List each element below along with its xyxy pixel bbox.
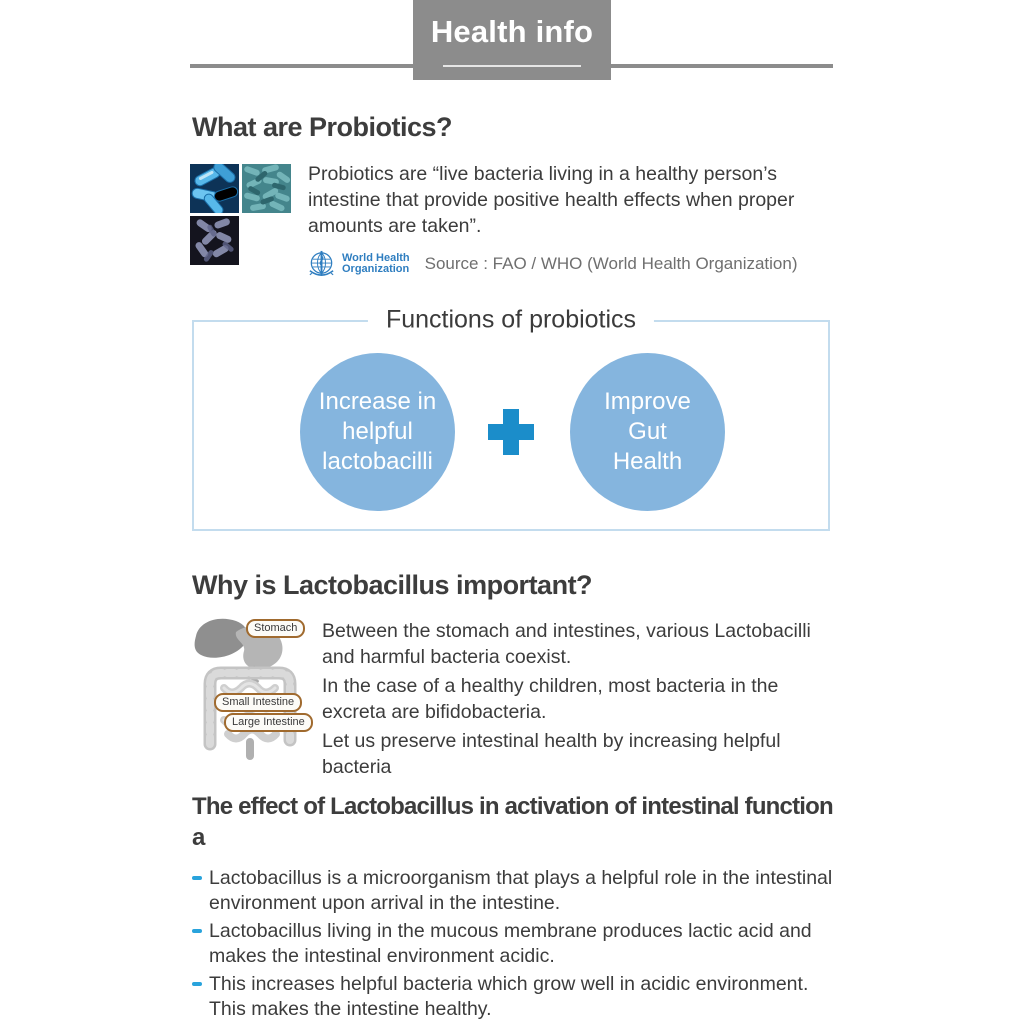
- circle-text-line: Health: [612, 448, 683, 475]
- bullet-item: [192, 972, 836, 1022]
- who-wordmark: [342, 253, 410, 275]
- section-heading-why-lactobacillus: Why is Lactobacillus important?: [192, 570, 593, 600]
- bullet-dash-icon: [192, 929, 202, 933]
- increase-lactobacilli-circle: [300, 353, 455, 511]
- probiotics-definition-paragraph: Probiotics are “live bacteria living in a healthy person’s intestine that provide positive health effects when proper amounts are taken”.: [308, 163, 795, 237]
- circle-text-line: helpful: [342, 418, 413, 445]
- source-attribution-text: Source : FAO / WHO (World Health Organization): [424, 254, 798, 273]
- teal-bacteria-micrograph: [242, 164, 291, 213]
- gut-label-stomach: Stomach: [246, 619, 305, 638]
- why-paragraph-2: In the case of a healthy children, most bacteria in the excreta are bifidobacteria.: [322, 675, 779, 723]
- bullet-text: This increases helpful bacteria which grow well in acidic environment. This makes the intestine healthy.: [209, 973, 809, 1020]
- section-heading-what-are-probiotics: What are Probiotics?: [192, 112, 453, 142]
- effect-bullet-list: [192, 866, 836, 1024]
- improve-gut-health-circle: [570, 353, 725, 511]
- gut-label-small-intestine: Small Intestine: [214, 693, 302, 712]
- circle-text-line: Improve: [604, 388, 691, 415]
- header-title-underline: [443, 65, 581, 67]
- violet-bacteria-micrograph: [190, 216, 239, 265]
- circle-text-line: lactobacilli: [322, 448, 433, 475]
- bullet-dash-icon: [192, 876, 202, 880]
- section-heading-effect-of-lactobacillus: The effect of Lactobacillus in activation of intestinal function a: [192, 793, 833, 851]
- circle-text-line: Gut: [628, 418, 667, 445]
- bullet-dash-icon: [192, 982, 202, 986]
- why-lactobacillus-paragraphs: [322, 618, 838, 783]
- digestive-system-illustration: [186, 612, 314, 760]
- functions-box-title: Functions of probiotics: [368, 306, 654, 335]
- why-paragraph-1: Between the stomach and intestines, various Lactobacilli and harmful bacteria coexist.: [322, 620, 811, 668]
- bullet-item: [192, 866, 836, 916]
- gut-label-large-intestine: Large Intestine: [224, 713, 313, 732]
- page-title: Health info: [430, 14, 594, 49]
- bullet-text: Lactobacillus is a microorganism that plays a helpful role in the intestinal environment upon arrival in the intestine.: [209, 867, 833, 914]
- blue-bacteria-micrograph: [190, 164, 239, 213]
- header-banner: [413, 0, 611, 80]
- who-wordmark-line2: Organization: [342, 263, 410, 275]
- plus-icon: [485, 406, 537, 458]
- source-row: [306, 247, 798, 281]
- circle-text-line: Increase in: [318, 388, 437, 415]
- bullet-text: Lactobacillus living in the mucous membrane produces lactic acid and makes the intestinal environment acidic.: [209, 920, 812, 967]
- bullet-item: [192, 919, 836, 969]
- who-emblem-icon: [306, 249, 337, 280]
- why-paragraph-3: Let us preserve intestinal health by increasing helpful bacteria: [322, 730, 781, 778]
- who-wordmark-line1: World Health: [342, 252, 410, 264]
